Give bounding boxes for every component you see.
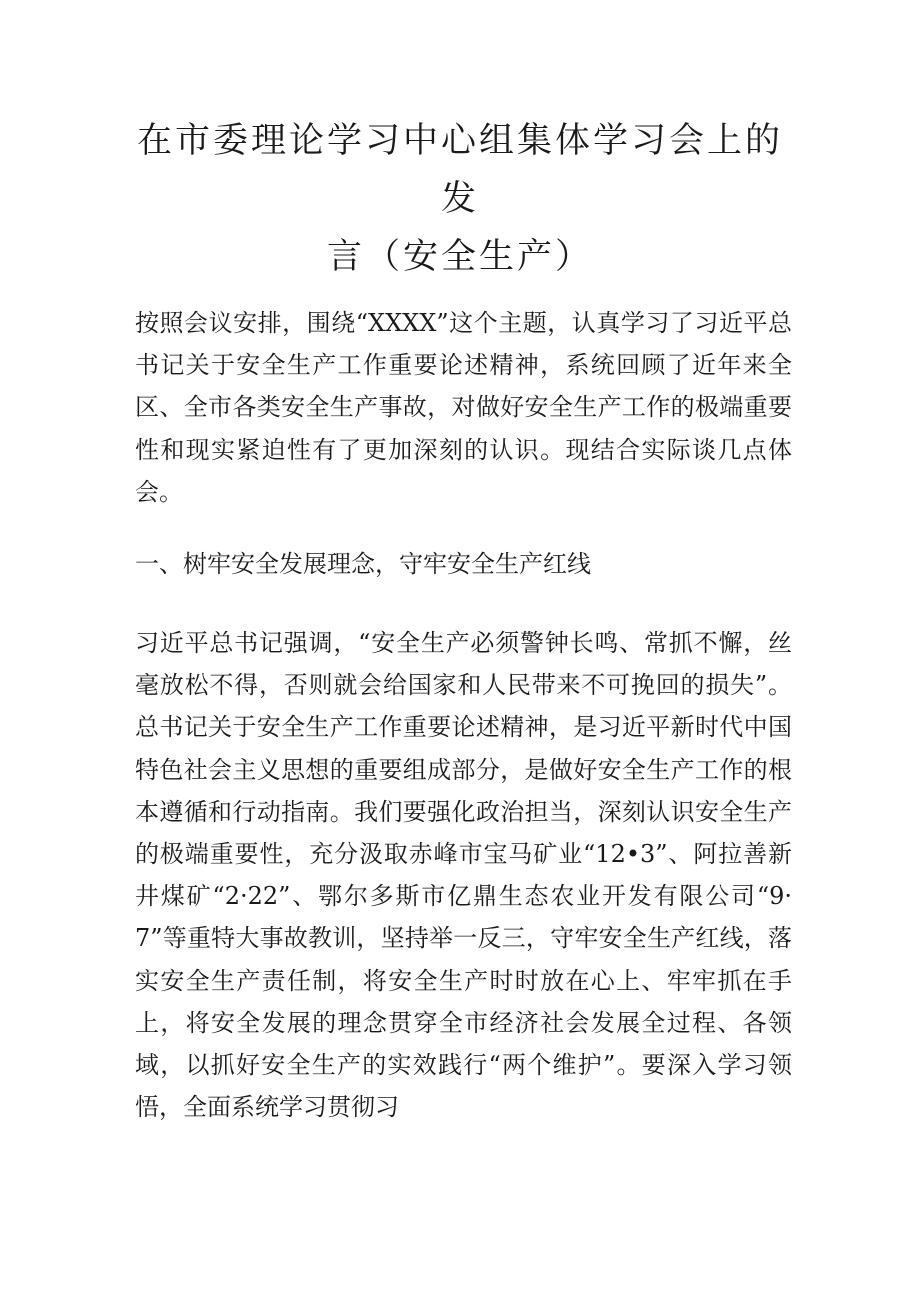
intro-paragraph: 按照会议安排，围绕“XXXX”这个主题，认真学习了习近平总书记关于安全生产工作重要论述精神，系统回顾了近年来全区、全市各类安全生产事故，对做好安全生产工作的极端重要性和现实紧迫性有了更加深刻的认识。现结合实际谈几点体会。 bbox=[135, 309, 792, 506]
document-title bbox=[130, 112, 790, 286]
section-body-1: 习近平总书记强调，“安全生产必须警钟长鸣、常抓不懈，丝毫放松不得，否则就会给国家和人民带来不可挽回的损失”。总书记关于安全生产工作重要论述精神，是习近平新时代中国特色社会主义思想的重要组成部分，是做好安全生产工作的根本遵循和行动指南。我们要强化政治担当，深刻认识安全生产的极端重要性，充分汲取赤峰市宝马矿业“12•3”、阿拉善新井煤矿“2·22”、鄂尔多斯市亿鼎生态农业开发有限公司“9·7”等重特大事故教训，坚持举一反三，守牢安全生产红线，落实安全生产责任制，将安全生产时时放在心上、牢牢抓在手上，将安全发展的理念贯穿全市经济社会发展全过程、各领域，以抓好安全生产的实效践行“两个维护”。要深入学习领悟，全面系统学习贯彻习 bbox=[135, 629, 792, 1122]
section-heading-1: 一、树牢安全发展理念，守牢安全生产红线 bbox=[135, 550, 591, 578]
title-line-2: 言（安全生产） bbox=[326, 237, 593, 277]
title-line-1: 在市委理论学习中心组集体学习会上的发 bbox=[136, 121, 783, 219]
